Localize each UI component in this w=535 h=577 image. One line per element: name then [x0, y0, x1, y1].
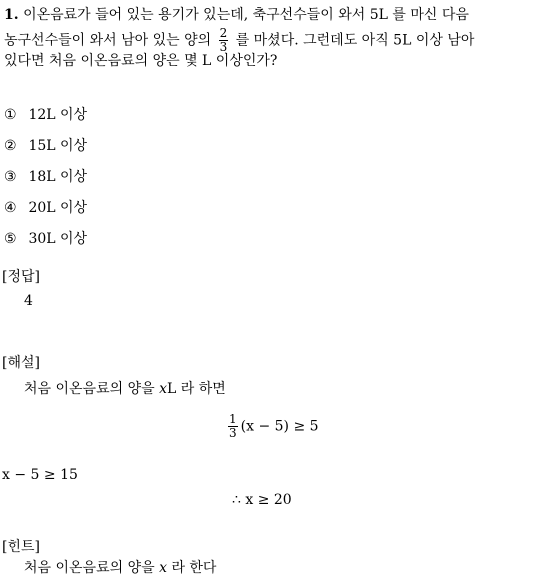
equation-1-rest: (x − 5) ≥ 5 — [240, 418, 319, 435]
question-text-2b: 를 마셨다. 그런데도 아직 5L 이상 남아 — [235, 32, 475, 49]
explanation-variable: x — [159, 381, 167, 397]
fraction-numerator: 2 — [219, 26, 228, 40]
option-text: 12L 이상 — [28, 107, 88, 123]
question-line-1 — [4, 4, 469, 24]
question-text-2a: 농구선수들이 와서 남아 있는 양의 — [4, 32, 212, 49]
option-text: 18L 이상 — [28, 169, 88, 185]
explanation-text-b: L 라 하면 — [166, 381, 226, 397]
equation-1 — [225, 413, 319, 440]
equation-3: ∴ x ≥ 20 — [232, 492, 292, 508]
question-text-3: 있다면 처음 이온음료의 양은 몇 L 이상인가? — [4, 53, 278, 69]
explanation-line-1 — [24, 378, 226, 398]
explanation-label: [해설] — [2, 355, 40, 371]
option-text: 20L 이상 — [28, 200, 88, 216]
fraction-denominator: 3 — [219, 40, 228, 54]
option-4[interactable] — [4, 197, 87, 217]
option-mark: ② — [4, 138, 17, 154]
equation-fraction-denominator: 3 — [229, 426, 237, 440]
hint-label: [힌트] — [2, 539, 40, 555]
hint-text-a: 처음 이온음료의 양을 — [24, 560, 155, 576]
equation-fraction-numerator: 1 — [229, 412, 237, 426]
question-number: 1. — [4, 7, 19, 23]
option-mark: ④ — [4, 200, 17, 216]
answer-label: [정답] — [2, 269, 40, 285]
option-mark: ⑤ — [4, 231, 17, 247]
option-text: 15L 이상 — [28, 138, 88, 154]
question-text-1: 이온음료가 들어 있는 용기가 있는데, 축구선수들이 와서 5L 를 마신 다음 — [23, 7, 469, 23]
option-mark: ③ — [4, 169, 17, 185]
equation-2: x − 5 ≥ 15 — [2, 467, 78, 483]
equation-fraction — [228, 413, 238, 440]
option-text: 30L 이상 — [28, 231, 88, 247]
option-1[interactable] — [4, 104, 87, 124]
hint-text-b: 라 한다 — [171, 560, 217, 576]
hint-variable: x — [159, 560, 167, 576]
option-mark: ① — [4, 107, 17, 123]
option-3[interactable] — [4, 166, 87, 186]
hint-line — [24, 557, 216, 577]
option-2[interactable] — [4, 135, 87, 155]
option-5[interactable] — [4, 228, 87, 248]
explanation-text-a: 처음 이온음료의 양을 — [24, 381, 155, 397]
answer-value: 4 — [24, 293, 33, 309]
question-line-3 — [4, 50, 277, 70]
